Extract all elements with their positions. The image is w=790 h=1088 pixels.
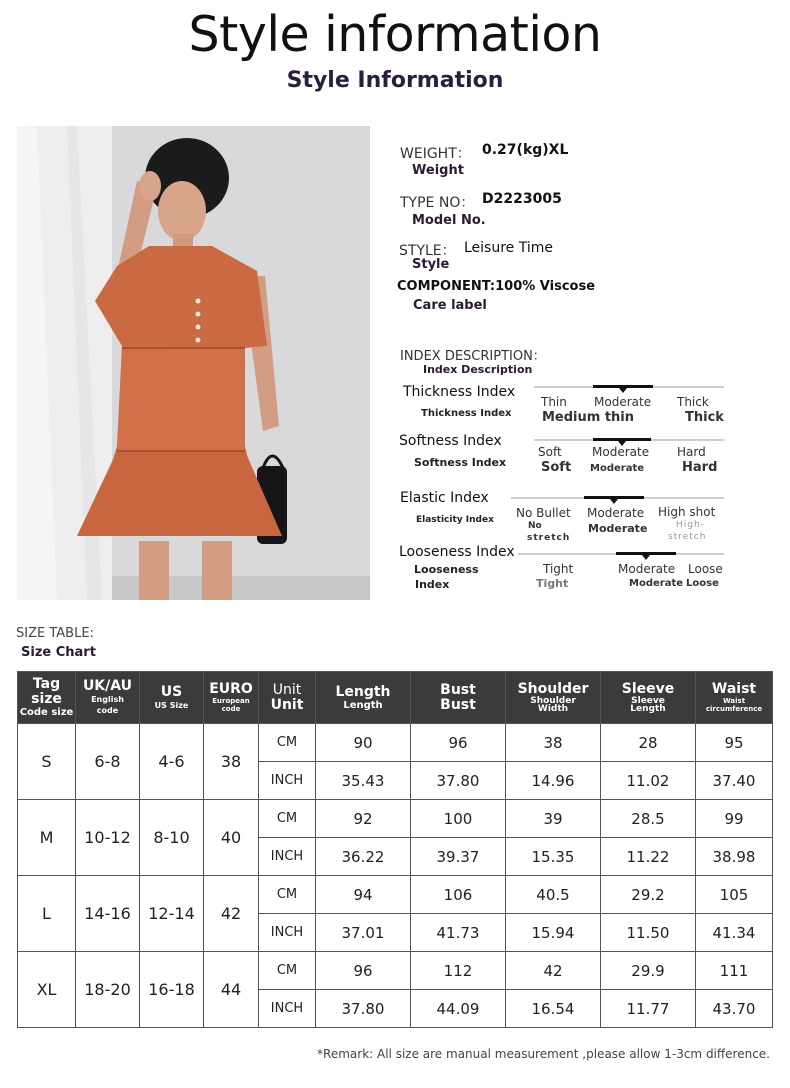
waist-inch: 37.40 (696, 762, 773, 800)
weight-value: 0.27(kg)XL (482, 142, 569, 158)
elastic-name: Elastic Index (400, 490, 489, 506)
dress-illustration (17, 126, 370, 600)
us-size: 8-10 (140, 800, 204, 876)
type-label: TYPE NO： (400, 195, 475, 211)
uk-size: 10-12 (76, 800, 140, 876)
type-value: D2223005 (482, 191, 562, 207)
header-waist: Waist Waist circumference (696, 672, 773, 724)
component-value: COMPONENT:100% Viscose (397, 279, 596, 294)
size-code: XL (18, 952, 76, 1028)
index-heading: INDEX DESCRIPTION： (400, 349, 546, 364)
waist-cm: 95 (696, 724, 773, 762)
elastic-sub3b: stretch (668, 532, 707, 542)
shoulder-inch: 14.96 (506, 762, 601, 800)
shoulder-cm: 40.5 (506, 876, 601, 914)
euro-size: 42 (204, 876, 259, 952)
unit-inch: INCH (259, 838, 316, 876)
size-table-label: SIZE TABLE: (16, 626, 94, 641)
length-inch: 35.43 (316, 762, 411, 800)
header-shoulder: Shoulder Shoulder Width (506, 672, 601, 724)
unit-inch: INCH (259, 990, 316, 1028)
header-length: Length Length (316, 672, 411, 724)
style-value: Leisure Time (464, 240, 553, 256)
looseness-sub2: Moderate (629, 578, 684, 589)
header-bust: Bust Bust (411, 672, 506, 724)
us-size: 16-18 (140, 952, 204, 1028)
component-sub: Care label (413, 298, 487, 313)
size-code: L (18, 876, 76, 952)
bust-cm: 106 (411, 876, 506, 914)
bust-inch: 37.80 (411, 762, 506, 800)
thickness-name: Thickness Index (403, 384, 516, 400)
euro-size: 38 (204, 724, 259, 800)
softness-sub3: Hard (682, 460, 718, 475)
bust-inch: 44.09 (411, 990, 506, 1028)
sleeve-cm: 28 (601, 724, 696, 762)
size-chart-label: Size Chart (21, 645, 96, 660)
table-row-s-cm (18, 724, 773, 762)
length-cm: 90 (316, 724, 411, 762)
table-row-xl-cm (18, 952, 773, 990)
waist-inch: 38.98 (696, 838, 773, 876)
size-code: M (18, 800, 76, 876)
page-subtitle: Style Information (286, 68, 504, 93)
weight-label: WEIGHT： (400, 146, 471, 162)
size-code: S (18, 724, 76, 800)
weight-sub: Weight (412, 163, 464, 178)
shoulder-cm: 42 (506, 952, 601, 990)
sleeve-inch: 11.77 (601, 990, 696, 1028)
product-photo (17, 126, 370, 600)
looseness-marker-icon (642, 555, 650, 560)
size-table (17, 671, 773, 1028)
looseness-sub-b: Index (415, 578, 450, 591)
waist-inch: 41.34 (696, 914, 773, 952)
style-label: STYLE： (399, 243, 456, 259)
softness-sub2: Moderate (590, 463, 645, 474)
elastic-sub: Elasticity Index (416, 515, 494, 525)
elastic-opt2: Moderate (587, 506, 645, 520)
shoulder-cm: 38 (506, 724, 601, 762)
shoulder-inch: 15.94 (506, 914, 601, 952)
looseness-name: Looseness Index (399, 544, 515, 560)
bust-cm: 112 (411, 952, 506, 990)
uk-size: 18-20 (76, 952, 140, 1028)
length-cm: 94 (316, 876, 411, 914)
euro-size: 44 (204, 952, 259, 1028)
length-inch: 37.80 (316, 990, 411, 1028)
index-heading-sub: Index Description (423, 363, 533, 376)
sleeve-inch: 11.50 (601, 914, 696, 952)
looseness-sub3: Loose (686, 578, 719, 589)
bust-cm: 100 (411, 800, 506, 838)
softness-name: Softness Index (399, 433, 502, 449)
looseness-opt3: Loose (688, 562, 723, 576)
thickness-extra: Thick (685, 410, 724, 425)
softness-sub: Softness Index (414, 456, 507, 469)
uk-size: 14-16 (76, 876, 140, 952)
shoulder-inch: 16.54 (506, 990, 601, 1028)
looseness-opt2: Moderate (618, 562, 676, 576)
euro-size: 40 (204, 800, 259, 876)
sleeve-cm: 29.9 (601, 952, 696, 990)
softness-opt1: Soft (538, 445, 562, 459)
waist-cm: 105 (696, 876, 773, 914)
softness-sub1: Soft (541, 460, 572, 475)
elastic-sub2: Moderate (588, 522, 648, 535)
length-cm: 96 (316, 952, 411, 990)
shoulder-inch: 15.35 (506, 838, 601, 876)
header-unit: Unit Unit (259, 672, 316, 724)
elastic-marker-icon (610, 499, 618, 504)
unit-inch: INCH (259, 762, 316, 800)
thickness-opt1: Thin (541, 395, 567, 409)
elastic-sub1a: No (528, 521, 542, 531)
thickness-opt3: Thick (677, 395, 709, 409)
unit-cm: CM (259, 952, 316, 990)
elastic-opt3: High shot (658, 505, 716, 519)
waist-inch: 43.70 (696, 990, 773, 1028)
sleeve-inch: 11.22 (601, 838, 696, 876)
thickness-selected: Medium thin (542, 410, 635, 425)
elastic-sub1b: stretch (527, 533, 571, 543)
waist-cm: 111 (696, 952, 773, 990)
table-header-row (18, 672, 773, 724)
header-us: US US Size (140, 672, 204, 724)
softness-opt2: Moderate (592, 445, 650, 459)
header-tag-size: Tag size Code size (18, 672, 76, 724)
softness-opt3: Hard (677, 445, 706, 459)
length-cm: 92 (316, 800, 411, 838)
header-sleeve: Sleeve Sleeve Length (601, 672, 696, 724)
table-row-m-cm (18, 800, 773, 838)
length-inch: 36.22 (316, 838, 411, 876)
sleeve-cm: 29.2 (601, 876, 696, 914)
unit-inch: INCH (259, 914, 316, 952)
header-uk-au: UK/AU English code (76, 672, 140, 724)
table-row-l-cm (18, 876, 773, 914)
waist-cm: 99 (696, 800, 773, 838)
type-sub: Model No. (412, 213, 486, 228)
elastic-sub3a: High- (676, 520, 705, 530)
looseness-sub-a: Looseness (414, 563, 479, 576)
looseness-opt1: Tight (543, 562, 574, 576)
length-inch: 37.01 (316, 914, 411, 952)
unit-cm: CM (259, 800, 316, 838)
looseness-sub1: Tight (536, 577, 569, 590)
us-size: 12-14 (140, 876, 204, 952)
unit-cm: CM (259, 876, 316, 914)
bust-cm: 96 (411, 724, 506, 762)
header-euro: EURO European code (204, 672, 259, 724)
style-sub: Style (412, 257, 450, 272)
bust-inch: 41.73 (411, 914, 506, 952)
elastic-opt1: No Bullet (516, 506, 571, 520)
thickness-marker-icon (619, 388, 627, 393)
sleeve-cm: 28.5 (601, 800, 696, 838)
page-title: Style information (188, 6, 602, 63)
uk-size: 6-8 (76, 724, 140, 800)
thickness-opt2: Moderate (594, 395, 652, 409)
sleeve-inch: 11.02 (601, 762, 696, 800)
shoulder-cm: 39 (506, 800, 601, 838)
thickness-sub: Thickness Index (421, 408, 512, 419)
unit-cm: CM (259, 724, 316, 762)
us-size: 4-6 (140, 724, 204, 800)
bust-inch: 39.37 (411, 838, 506, 876)
remark-note: *Remark: All size are manual measurement ,please allow 1-3cm difference. (317, 1047, 770, 1061)
